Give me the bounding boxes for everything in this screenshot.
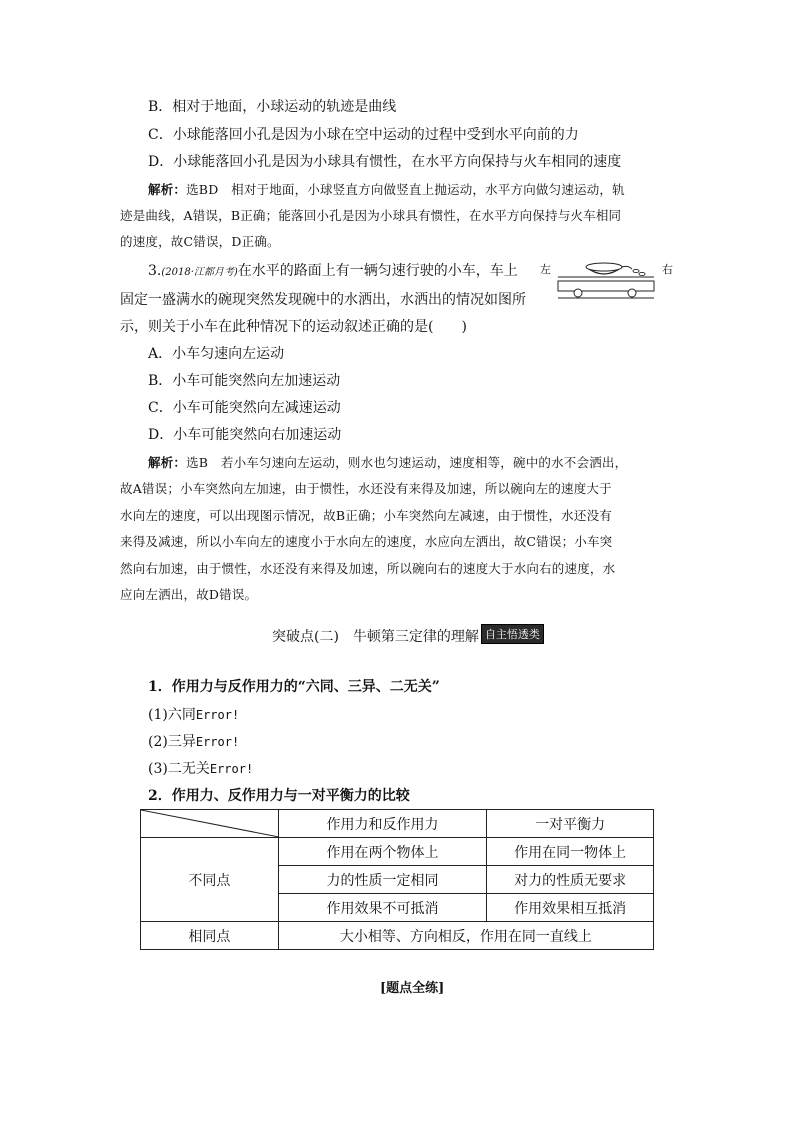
analysis-1-line-3: 的速度，故C错误，D正确。	[120, 234, 280, 249]
table-cell: 作用效果不可抵消	[278, 894, 487, 922]
practice-heading: [题点全练]	[380, 981, 445, 996]
diagonal-line	[141, 810, 279, 837]
q3-option-a: A．小车匀速向左运动	[148, 346, 285, 362]
section-badge: 自主悟透类	[481, 624, 544, 644]
q3-number: 3.	[148, 263, 162, 279]
analysis-label: 解析：	[148, 455, 187, 470]
diagonal-header-cell	[141, 810, 279, 838]
q3-option-c: C．小车可能突然向左减速运动	[148, 400, 341, 416]
cart-with-bowl-drawing	[540, 255, 672, 305]
table-cell: 作用效果相互抵消	[487, 894, 654, 922]
point-1-title: 1．作用力与反作用力的“六同、三异、二无关”	[148, 679, 440, 695]
item-error: Error!	[195, 708, 240, 722]
analysis-text: 选BD 相对于地面，小球竖直方向做竖直上抛运动，水平方向做匀速运动，轨	[186, 182, 625, 197]
item-label: (2)三异	[148, 734, 196, 750]
same-label-cell: 相同点	[141, 922, 279, 950]
item-label: (3)二无关	[148, 761, 210, 777]
table-cell: 力的性质一定相同	[278, 866, 487, 894]
analysis-2-line-6: 应向左洒出，故D错误。	[120, 587, 258, 602]
table-row	[141, 922, 654, 950]
option-c: C．小球能落回小孔是因为小球在空中运动的过程中受到水平向前的力	[148, 127, 579, 143]
point-1-item-2	[148, 731, 239, 751]
section-title	[272, 624, 544, 646]
comparison-table	[140, 809, 654, 950]
header-cell: 作用力和反作用力	[278, 810, 487, 838]
table-row	[141, 838, 654, 866]
analysis-label: 解析：	[148, 182, 187, 197]
analysis-2-line-1	[148, 453, 627, 471]
table-cell: 作用在同一物体上	[487, 838, 654, 866]
q3-option-b: B．小车可能突然向左加速运动	[148, 373, 341, 389]
item-label: (1)六同	[148, 707, 196, 723]
section-title-text: 突破点(二) 牛顿第三定律的理解	[272, 629, 479, 645]
point-2-title: 2．作用力、反作用力与一对平衡力的比较	[148, 788, 410, 804]
q3-source: (2018·江都月考)	[161, 267, 238, 278]
q3-option-d: D．小车可能突然向右加速运动	[148, 427, 342, 443]
item-error: Error!	[209, 762, 254, 776]
q3-line-1	[148, 260, 518, 280]
analysis-1-line-2: 迹是曲线，A错误，B正确；能落回小孔是因为小球具有惯性，在水平方向保持与火车相同	[120, 208, 622, 223]
header-cell: 一对平衡力	[487, 810, 654, 838]
q3-line-2: 固定一盛满水的碗现突然发现碗中的水洒出，水洒出的情况如图所	[120, 292, 526, 308]
analysis-2-line-4: 来得及减速，所以小车向左的速度小于水向左的速度，水应向左洒出，故C错误；小车突	[120, 534, 613, 549]
q3-text: 在水平的路面上有一辆匀速行驶的小车，车上	[237, 263, 518, 279]
analysis-2-line-5: 然向右加速，由于惯性，水还没有来得及加速，所以碗向右的速度大于水向右的速度，水	[120, 561, 616, 576]
cart-figure	[540, 255, 672, 305]
analysis-2-line-3: 水向左的速度，可以出现图示情况，故B正确；小车突然向左减速，由于惯性，水还没有	[120, 508, 612, 523]
table-cell: 对力的性质无要求	[487, 866, 654, 894]
analysis-2-line-2: 故A错误；小车突然向左加速，由于惯性，水还没有来得及加速，所以碗向左的速度大于	[120, 481, 612, 496]
same-text-cell: 大小相等、方向相反，作用在同一直线上	[278, 922, 653, 950]
table-header-row	[141, 810, 654, 838]
point-1-item-1	[148, 704, 239, 724]
item-error: Error!	[195, 735, 240, 749]
option-d: D．小球能落回小孔是因为小球具有惯性，在水平方向保持与火车相同的速度	[148, 154, 622, 170]
figure-right-label: 右	[662, 263, 673, 276]
figure-left-label: 左	[540, 263, 551, 276]
analysis-text: 选B 若小车匀速向左运动，则水也匀速运动，速度相等，碗中的水不会洒出，	[186, 455, 628, 470]
q3-line-3: 示，则关于小车在此种情况下的运动叙述正确的是( )	[120, 319, 467, 335]
diff-label-cell: 不同点	[141, 838, 279, 922]
option-b: B．相对于地面，小球运动的轨迹是曲线	[148, 99, 397, 115]
analysis-1-line-1	[148, 180, 625, 198]
table-cell: 作用在两个物体上	[278, 838, 487, 866]
point-1-item-3	[148, 758, 253, 778]
